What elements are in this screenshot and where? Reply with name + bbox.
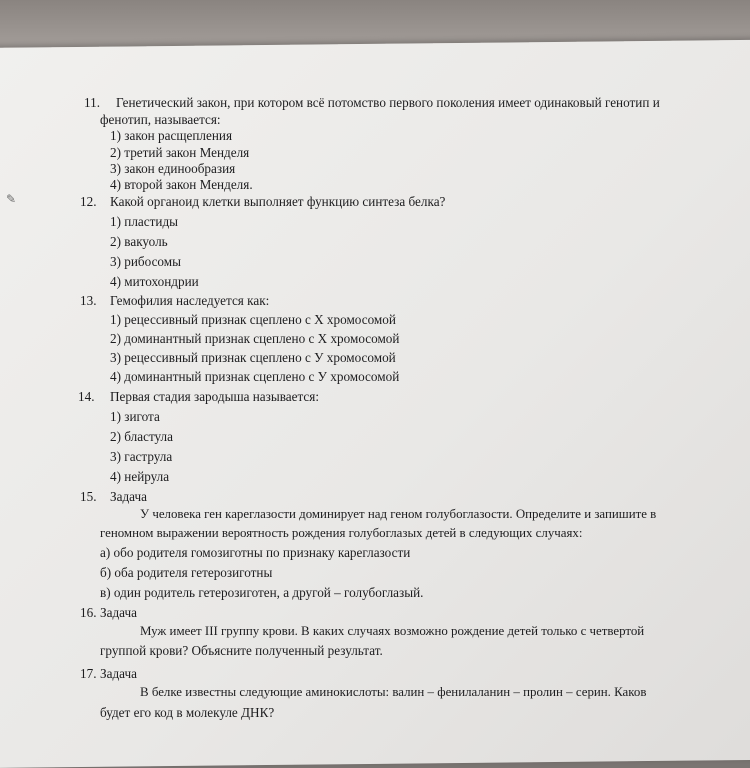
question-number: 14. xyxy=(78,389,95,404)
task-number: 16. xyxy=(80,605,97,620)
answer-option: 2) бластула xyxy=(110,429,173,444)
task-text: геномном выражении вероятность рождения голубоглазых детей в следующих случаях: xyxy=(100,526,583,540)
task-text: в) один родитель гетерозиготен, а другой – голубоглазый. xyxy=(100,585,424,600)
task-text: б) оба родителя гетерозиготны xyxy=(100,565,273,580)
answer-option: 3) рибосомы xyxy=(110,254,181,269)
task-label: Задача xyxy=(100,605,137,620)
task-text: В белке известны следующие аминокислоты: валин – фенилаланин – пролин – серин. Каков xyxy=(140,685,647,699)
task-number: 15. xyxy=(80,489,97,504)
answer-option: 1) рецессивный признак сцеплено с X хромосомой xyxy=(110,312,396,327)
answer-option: 4) нейрула xyxy=(110,469,170,484)
task-text: Муж имеет III группу крови. В каких случаях возможно рождение детей только с четвертой xyxy=(140,624,645,638)
task-text: а) обо родителя гомозиготны по признаку кареглазости xyxy=(100,545,411,560)
question-text: Первая стадия зародыша называется: xyxy=(110,389,319,404)
task-text: группой крови? Объясните полученный результат. xyxy=(100,643,383,658)
question-text: фенотип, называется: xyxy=(100,112,221,127)
question-number: 11. xyxy=(84,95,100,110)
margin-mark-icon: ✎ xyxy=(6,192,17,206)
question-number: 13. xyxy=(80,293,97,308)
answer-option: 1) пластиды xyxy=(110,214,179,229)
task-text: будет его код в молекуле ДНК? xyxy=(100,705,275,720)
answer-option: 4) второй закон Менделя. xyxy=(110,177,253,192)
task-label: Задача xyxy=(100,666,137,681)
answer-option: 3) рецессивный признак сцеплено с У хромосомой xyxy=(110,350,396,365)
task-number: 17. xyxy=(80,666,97,681)
question-text: Гемофилия наследуется как: xyxy=(110,293,270,308)
task-text: У человека ген кареглазости доминирует над геном голубоглазости. Определите и запишите в xyxy=(140,507,657,521)
answer-option: 3) гаструла xyxy=(110,449,173,464)
question-number: 12. xyxy=(80,194,97,209)
task-label: Задача xyxy=(110,489,147,504)
question-text: Какой органоид клетки выполняет функцию синтеза белка? xyxy=(110,194,446,209)
answer-option: 1) зигота xyxy=(110,409,160,424)
answer-option: 2) доминантный признак сцеплено с X хромосомой xyxy=(110,331,400,346)
answer-option: 4) митохондрии xyxy=(110,274,199,289)
answer-option: 2) третий закон Менделя xyxy=(110,145,250,160)
question-text: Генетический закон, при котором всё потомство первого поколения имеет одинаковый генотип и xyxy=(116,95,660,110)
answer-option: 2) вакуоль xyxy=(110,234,168,249)
answer-option: 4) доминантный признак сцеплено с У хромосомой xyxy=(110,369,400,384)
answer-option: 3) закон единообразия xyxy=(110,161,236,176)
answer-option: 1) закон расщепления xyxy=(110,128,233,143)
